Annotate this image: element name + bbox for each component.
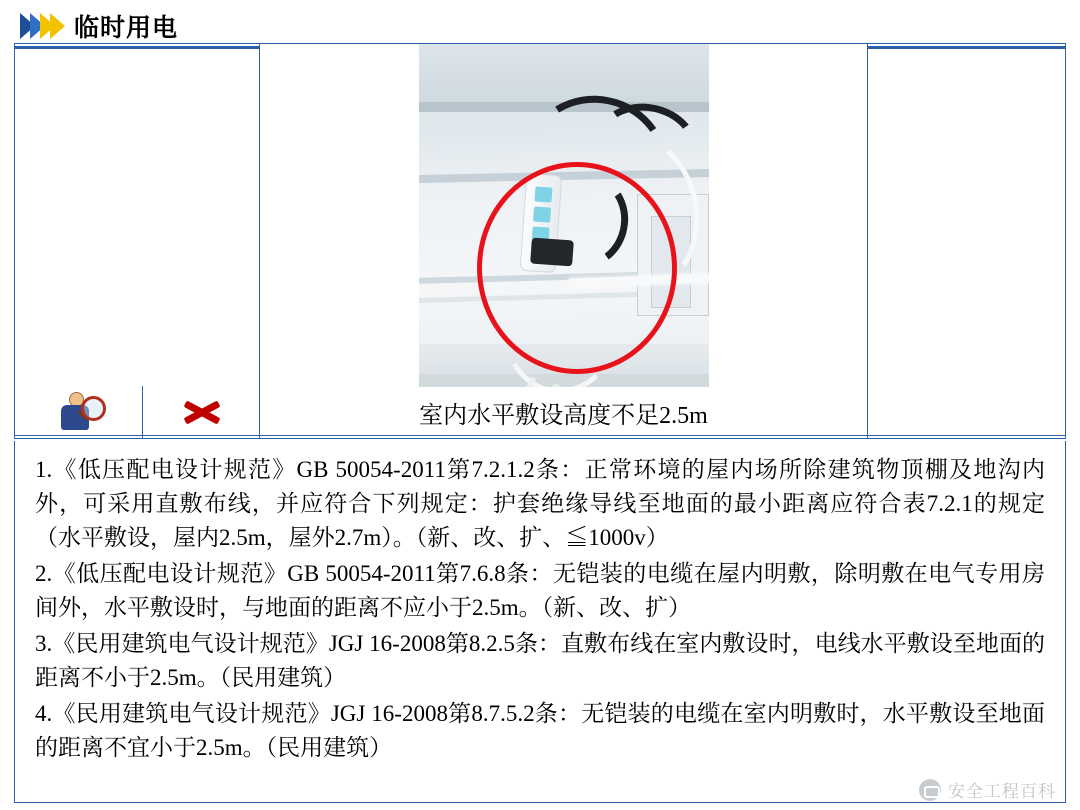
regulation-paragraph: 4.《民用建筑电气设计规范》JGJ 16-2008第8.7.5.2条：无铠装的电缆在室内明敷时，水平敷设至地面的距离不宜小于2.5m。（民用建筑） bbox=[35, 701, 1045, 760]
caption-status-cell bbox=[143, 386, 260, 438]
chevron-right-icon bbox=[50, 13, 65, 39]
watermark bbox=[919, 777, 1056, 802]
caption-empty-cell bbox=[868, 386, 1065, 438]
site-photo bbox=[419, 44, 709, 387]
regulation-paragraph: 3.《民用建筑电气设计规范》JGJ 16-2008第8.2.5条：直敷布线在室内敷设时，电线水平敷设至地面的距离不小于2.5m。（民用建筑） bbox=[35, 631, 1045, 690]
caption-row bbox=[14, 386, 1066, 439]
page-title: 临时用电 bbox=[74, 14, 179, 42]
red-cross-icon bbox=[181, 397, 221, 427]
image-table-center-cell bbox=[260, 44, 868, 435]
caption-text-cell bbox=[260, 386, 868, 438]
photo-wall-band bbox=[419, 44, 709, 102]
regulation-paragraph: 2.《低压配电设计规范》GB 50054-2011第7.6.8条：无铠装的电缆在屋内明敷，除明敷在电气专用房间外，水平敷设时，与地面的距离不应小于2.5m。（新、改、扩） bbox=[35, 561, 1045, 620]
inspector-magnifier-icon bbox=[53, 390, 105, 434]
wechat-logo-icon bbox=[919, 779, 941, 801]
regulation-text-block bbox=[14, 441, 1066, 803]
watermark-text: 安全工程百科 bbox=[948, 782, 1056, 801]
caption-text: 室内水平敷设高度不足2.5m bbox=[419, 402, 708, 429]
magnifier-glass bbox=[81, 396, 106, 421]
image-table-left-cell bbox=[15, 44, 260, 435]
caption-icon-cell bbox=[15, 386, 143, 438]
image-table-right-cell bbox=[868, 44, 1065, 435]
image-table bbox=[14, 43, 1066, 436]
red-ellipse-highlight-icon bbox=[477, 162, 677, 374]
regulation-paragraph: 1.《低压配电设计规范》GB 50054-2011第7.2.1.2条：正常环境的屋内场所除建筑物顶棚及地沟内外，可采用直敷布线，并应符合下列规定：护套绝缘导线至地面的最小距离应符合表7.2.1的规定（水平敷设，屋内2.5m，屋外2.7m）。（新、改、扩、≦1000v） bbox=[35, 457, 1045, 550]
chevron-icon-group bbox=[20, 13, 60, 39]
